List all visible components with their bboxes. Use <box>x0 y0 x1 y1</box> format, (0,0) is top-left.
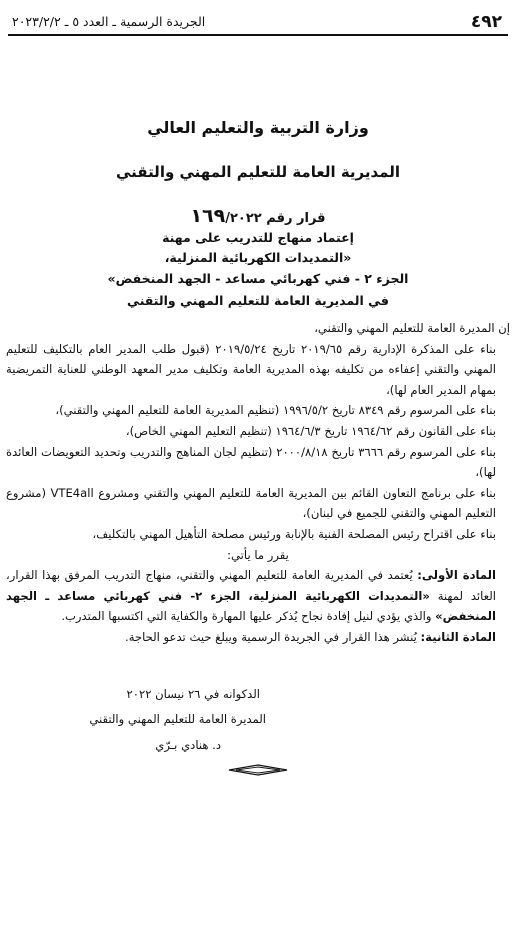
decree-number: ١٦٩ <box>190 205 226 227</box>
signature-role: المديرة العامة للتعليم المهني والتقني <box>89 712 266 726</box>
decree-subject-line-2: «التمديدات الكهربائية المنزلية، <box>164 250 352 265</box>
signature-name: د. هنادي بـرّي <box>155 738 221 752</box>
decree-body <box>6 318 510 648</box>
article-2-text: يُنشر هذا القرار في الجريدة الرسمية ويبلغ حيث تدعو الحاجة. <box>125 629 417 644</box>
preamble-decree-3666: بناء على المرسوم رقم ٣٦٦٦ تاريخ ٢٠٠٠/٨/١٨ (تنظيم لجان المناهج والتدريب وتحديد التعويضات العائدة لها)، <box>6 444 496 480</box>
decree-subject-line-4: في المديرية العامة للتعليم المهني والتقني <box>127 293 389 308</box>
preamble-opening: إن المديرة العامة للتعليم المهني والتقني، <box>314 321 510 335</box>
page-number: ٤٩٢ <box>470 12 502 32</box>
decree-subject-line-3: الجزء ٢ - فني كهربائي مساعد - الجهد المنخفض» <box>107 271 409 286</box>
decree-number-line <box>0 205 516 227</box>
directorate-title: المديرية العامة للتعليم المهني والتقني <box>115 163 401 181</box>
article-2 <box>6 627 510 648</box>
article-1 <box>6 565 510 627</box>
article-1-trade: «التمديدات الكهربائية المنزلية، الجزء ٢- فني كهربائي مساعد ـ الجهد المنخفض» <box>6 588 496 624</box>
decree-prefix: قرار رقم <box>266 211 326 226</box>
ministry-title: وزارة التربية والتعليم العالي <box>147 118 369 137</box>
end-ornament <box>228 764 288 776</box>
article-1-text-end: والذي يؤدي لنيل إفادة نجاح يُذكر عليها المهارة والكفاية التي اكتسبها المتدرب. <box>61 609 432 624</box>
preamble-law-62: بناء على القانون رقم ١٩٦٤/٦٢ تاريخ ١٩٦٤/٦/٣ (تنظيم التعليم المهني الخاص)، <box>125 423 496 438</box>
article-1-text: يُعتمد في المديرية العامة للتعليم المهني والتقني، منهاج التدريب المرفق بهذا القرار، العائد لمهنة <box>6 568 497 603</box>
header-rule <box>8 34 508 36</box>
journal-issue-line: الجريدة الرسمية ـ العدد ٥ ـ ٢٠٢٣/٢/٢ <box>12 14 206 29</box>
article-1-label: المادة الأولى: <box>417 568 496 583</box>
decree-subject-line-1: إعتماد منهاج للتدريب على مهنة <box>162 230 354 245</box>
article-2-label: المادة الثانية: <box>420 629 496 644</box>
signature-place-date: الدكوانه في ٢٦ نيسان ٢٠٢٢ <box>126 687 260 701</box>
preamble-cooperation: بناء على برنامج التعاون القائم بين المديرية العامة للتعليم المهني والتقني ومشروع VTE4all (مشروع التعليم المهني والتقني للجميع في لبنان)، <box>6 485 496 521</box>
preamble-proposal: بناء على اقتراح رئيس المصلحة الفنية بالإنابة ورئيس مصلحة التأهيل المهني بالتكليف، <box>92 526 496 541</box>
page-header <box>8 8 508 36</box>
preamble-memo: بناء على المذكرة الإدارية رقم ٢٠١٩/٦٥ تاريخ ٢٠١٩/٥/٢٤ (قبول طلب المدير العام بالتكليف للتعليم المهني والتقني إعفاءه من تكليفه بهذه المديرية العامة وتكليف مدير المعهد الوطني للعناية التمريضية بمهام المدير العام لها)، <box>6 341 496 397</box>
preamble-decree-8349: بناء على المرسوم رقم ٨٣٤٩ تاريخ ١٩٩٦/٥/٢ (تنظيم المديرية العامة للتعليم المهني والتقني)، <box>55 403 496 418</box>
decides-line: يقرر ما يأتي: <box>227 547 289 562</box>
decree-year: /٢٠٢٢ <box>225 211 262 226</box>
